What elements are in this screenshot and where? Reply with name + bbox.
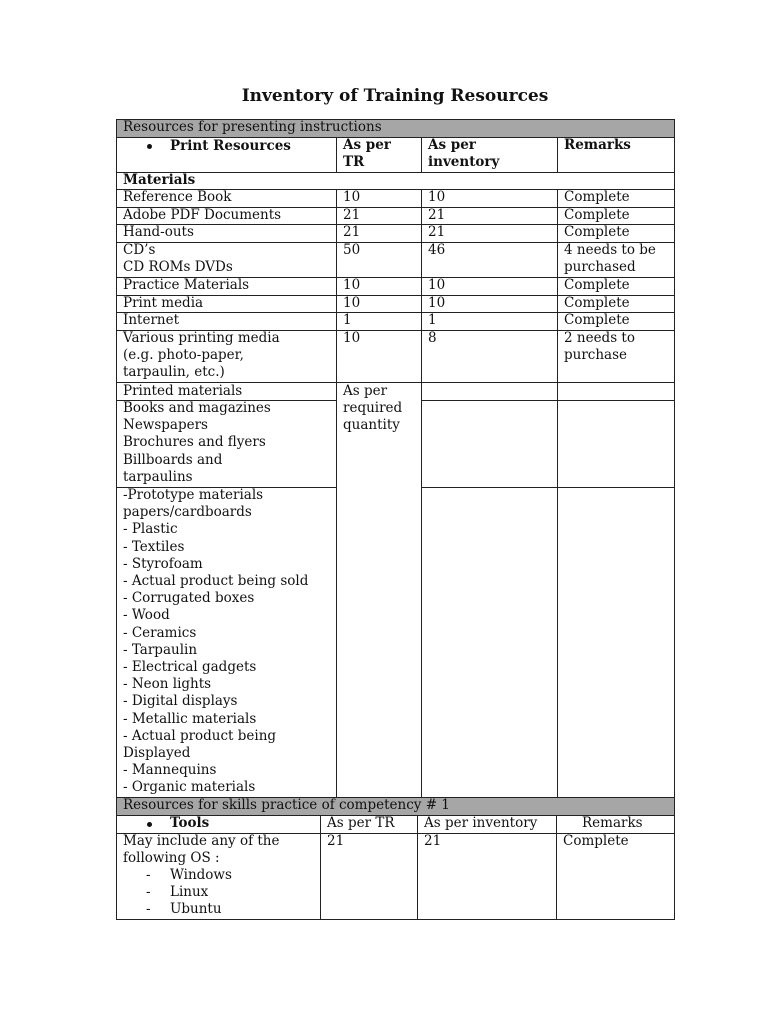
- tools-remarks-value: Complete: [563, 833, 629, 849]
- rule: [421, 137, 422, 172]
- column-header-tr: As per TR: [343, 137, 391, 171]
- rule: [116, 172, 675, 173]
- section2-header: Resources for skills practice of competency # 1: [123, 797, 450, 813]
- row-tr: 10: [343, 277, 361, 293]
- row-remarks: 4 needs to be purchased: [564, 242, 656, 276]
- rule: [557, 189, 558, 797]
- tools-tr-header: As per TR: [327, 815, 395, 831]
- rule: [116, 919, 675, 920]
- bullet-icon: [147, 822, 152, 827]
- rule: [417, 815, 418, 920]
- row-inventory: 21: [428, 224, 446, 240]
- printed-materials-label: Printed materials: [123, 383, 243, 399]
- os-dash: -: [146, 884, 151, 900]
- materials-subheader: Materials: [123, 172, 196, 188]
- row-inventory: 10: [428, 277, 446, 293]
- row-tr: 21: [343, 207, 361, 223]
- rule: [421, 487, 675, 488]
- row-item: Reference Book: [123, 189, 232, 205]
- row-item: Various printing media (e.g. photo-paper, tarpaulin, etc.): [123, 330, 280, 381]
- row-inventory: 21: [428, 207, 446, 223]
- tools-inventory-value: 21: [424, 833, 442, 849]
- os-item-windows: Windows: [170, 867, 232, 883]
- os-dash: -: [146, 867, 151, 883]
- rule: [320, 815, 321, 920]
- row-remarks: Complete: [564, 207, 630, 223]
- rule: [557, 137, 558, 172]
- row-tr: 10: [343, 189, 361, 205]
- column-header-inventory: As per inventory: [428, 137, 500, 171]
- rule: [421, 400, 675, 401]
- row-tr: 21: [343, 224, 361, 240]
- os-description: May include any of the following OS :: [123, 833, 280, 867]
- os-item-ubuntu: Ubuntu: [170, 901, 222, 917]
- tools-inventory-header: As per inventory: [424, 815, 538, 831]
- books-magazines-list: Books and magazines Newspapers Brochures and flyers Billboards and tarpaulins: [123, 400, 271, 485]
- section1-header: Resources for presenting instructions: [123, 119, 382, 135]
- as-per-required-quantity: As per required quantity: [343, 383, 403, 434]
- row-remarks: Complete: [564, 277, 630, 293]
- rule: [674, 119, 675, 920]
- row-inventory: 10: [428, 189, 446, 205]
- row-inventory: 1: [428, 312, 437, 328]
- row-item: Adobe PDF Documents: [123, 207, 282, 223]
- prototype-materials-list: -Prototype materials papers/cardboards - Plastic - Textiles - Styrofoam - Actual product being sold - Corrugated boxes - Wood - Ceramics - Tarpaulin - Electrical gadgets - Neon lights - Digital displays - Metallic materials - Actual product being Displayed - Mannequins - Organic materials: [123, 487, 309, 796]
- rule: [556, 815, 557, 920]
- tools-remarks-header: Remarks: [582, 815, 643, 831]
- os-dash: -: [146, 901, 151, 917]
- bullet-icon: [147, 144, 152, 149]
- row-item: Internet: [123, 312, 180, 328]
- rule: [421, 189, 422, 797]
- tools-tr-value: 21: [327, 833, 345, 849]
- row-item: CD’s CD ROMs DVDs: [123, 242, 233, 276]
- os-item-linux: Linux: [170, 884, 209, 900]
- row-item: Print media: [123, 295, 204, 311]
- row-item: Practice Materials: [123, 277, 250, 293]
- row-tr: 10: [343, 330, 361, 346]
- page-title: Inventory of Training Resources: [241, 86, 549, 106]
- row-remarks: 2 needs to purchase: [564, 330, 635, 364]
- rule: [336, 189, 337, 797]
- row-remarks: Complete: [564, 312, 630, 328]
- tools-column-header: Tools: [170, 815, 210, 831]
- rule: [336, 137, 337, 172]
- row-item: Hand-outs: [123, 224, 194, 240]
- column-header-item: Print Resources: [170, 138, 291, 154]
- row-inventory: 46: [428, 242, 446, 258]
- row-tr: 1: [343, 312, 352, 328]
- row-tr: 50: [343, 242, 361, 258]
- row-remarks: Complete: [564, 224, 630, 240]
- row-inventory: 10: [428, 295, 446, 311]
- row-tr: 10: [343, 295, 361, 311]
- row-remarks: Complete: [564, 189, 630, 205]
- rule: [116, 119, 117, 920]
- column-header-remarks: Remarks: [564, 137, 631, 153]
- row-inventory: 8: [428, 330, 437, 346]
- row-remarks: Complete: [564, 295, 630, 311]
